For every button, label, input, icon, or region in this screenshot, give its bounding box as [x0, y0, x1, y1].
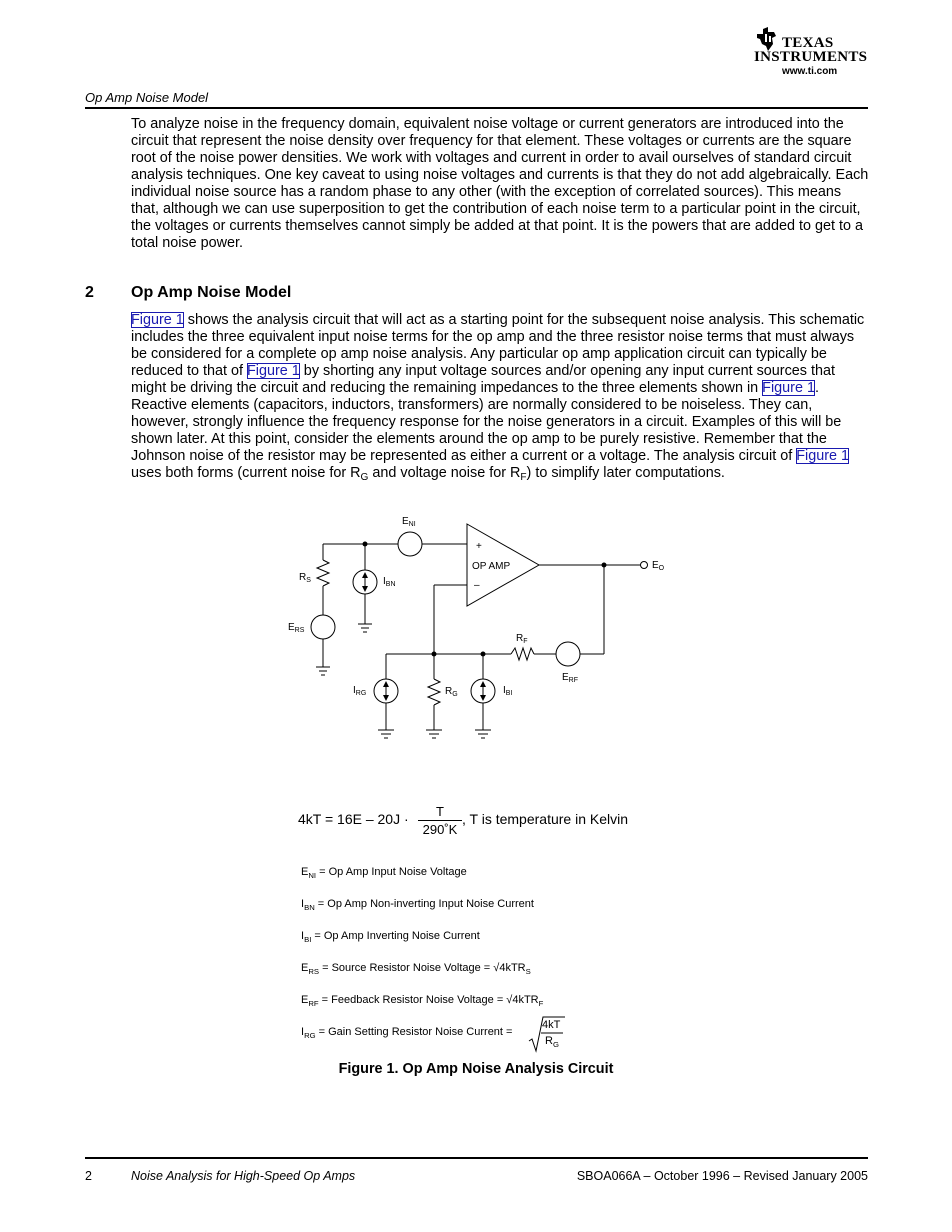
label-ibn: $I_{BN}$: [383, 576, 396, 588]
rg-resistor: [428, 679, 440, 705]
figure-link[interactable]: Figure 1: [796, 448, 850, 464]
legend-irg: $I_{RG}$ = Gain Setting Resistor Noise Current =: [301, 1026, 513, 1040]
minus-sign: –: [474, 580, 480, 591]
running-title: Op Amp Noise Model: [85, 90, 209, 105]
formula-tail: , T is temperature in Kelvin: [462, 811, 629, 827]
label-rf: $R_F$: [516, 633, 528, 645]
footer-rule: [85, 1157, 868, 1159]
eni-source: [398, 532, 422, 556]
legend-ibi: $I_{BI} = Op$ Amp Inverting Noise Current: [301, 930, 480, 944]
label-rg: $R_G$: [445, 686, 458, 698]
fraction-bar: [418, 820, 462, 821]
label-erf: $E_{RF}$: [562, 672, 579, 684]
label-eni: $E_{NI}$: [402, 516, 416, 528]
formula-numerator: T: [436, 804, 444, 819]
sqrt-denominator: $R_G$: [545, 1035, 559, 1049]
header-rule: [85, 107, 868, 109]
section-number: 2: [85, 284, 94, 301]
formula-lhs: 4kT = 16E – 20J ·: [298, 811, 409, 827]
label-ers: $E_{RS}$: [288, 622, 305, 634]
intro-paragraph: To analyze noise in the frequency domain, equivalent noise voltage or current generators are introduced into the circuit that represent the noise density over frequency for that element. These voltages or currents are the square root of the noise power densities. We work with voltages and current in order to avail ourselves of standard circuit analysis techniques. One key caveat to using noise voltages and currents is that they do not add algebraically. Each individual noise source has a random phase to any other (with the exception of correlated sources). This means that, although we can use superposition to get the contribution of each noise term to a particular point in the circuit, the voltages or currents themselves cannot simply be added at that point. It is the powers that are added to get to a total noise power.: [131, 116, 869, 251]
footer-page-number: 2: [85, 1169, 92, 1183]
noise-circuit-diagram: [280, 505, 680, 750]
figure-link[interactable]: Figure 1: [131, 312, 184, 328]
logo-texas: TEXAS: [782, 35, 834, 51]
ti-logo: [754, 26, 868, 80]
legend-eni: $E_{NI} = Op$ Amp Input Noise Voltage: [301, 866, 467, 880]
label-eo: $E_O$: [652, 560, 665, 572]
rf-resistor: [511, 648, 534, 660]
rs-resistor: [317, 560, 329, 586]
logo-instruments: INSTRUMENTS: [754, 49, 868, 65]
opamp-label: OP AMP: [472, 561, 511, 572]
plus-sign: +: [476, 541, 482, 552]
sqrt-numerator: 4kT: [542, 1019, 561, 1031]
legend-erf: $E_{RF}$ = Feedback Resistor Noise Voltage = √4kTR$_F$: [301, 994, 544, 1008]
logo-url[interactable]: www.ti.com: [782, 66, 838, 77]
formula-denominator: 290˚K: [422, 822, 458, 837]
label-irg: $I_{RG}$: [353, 685, 367, 697]
legend-ers: $E_{RS}$ = Source Resistor Noise Voltage = √4kTR$_S$: [301, 962, 531, 976]
label-rs: $R_S$: [299, 572, 311, 584]
section-title: Op Amp Noise Model: [131, 284, 292, 301]
figure-caption: Figure 1. Op Amp Noise Analysis Circuit: [338, 1061, 614, 1077]
figure-link[interactable]: Figure 1: [762, 380, 815, 396]
section-paragraph: Figure 1 shows the analysis circuit that will act as a starting point for the subsequent noise analysis. This schematic includes the three equivalent input noise terms for the op amp and the three resistor noise terms that must always be considered for a complete op amp noise analysis. Any particular op amp application circuit can typically be reduced to that of Figure 1 by shorting any input voltage sources and/or opening any input current sources that might be driving the circuit and reducing the remaining impedances to the three elements shown in Figure 1. Reactive elements (capacitors, inductors, transformers) are normally considered to be noiseless. They can, however, strongly influence the frequency response for the noise generators in a circuit. Examples of this will be shown later. At this point, consider the elements around the op amp to be purely resistive. Remember that the Johnson noise of the resistor may be represented as either a current or a voltage. The analysis circuit of Figure 1 uses both forms (current noise for $R_G$ and voltage noise for $R_F$) to simplify later computations.: [131, 312, 865, 483]
ers-source: [311, 615, 335, 639]
output-terminal: [641, 562, 648, 569]
figure-link[interactable]: Figure 1: [247, 363, 300, 379]
erf-source: [556, 642, 580, 666]
label-ibi: $I_{BI}$: [503, 685, 513, 697]
footer-doc-title: Noise Analysis for High-Speed Op Amps: [131, 1169, 356, 1183]
legend-ibn: $I_{BN} = Op$ Amp Non-inverting Input Noise Current: [301, 898, 534, 912]
footer-doc-id: SBOA066A – October 1996 – Revised January 2005: [576, 1169, 868, 1183]
